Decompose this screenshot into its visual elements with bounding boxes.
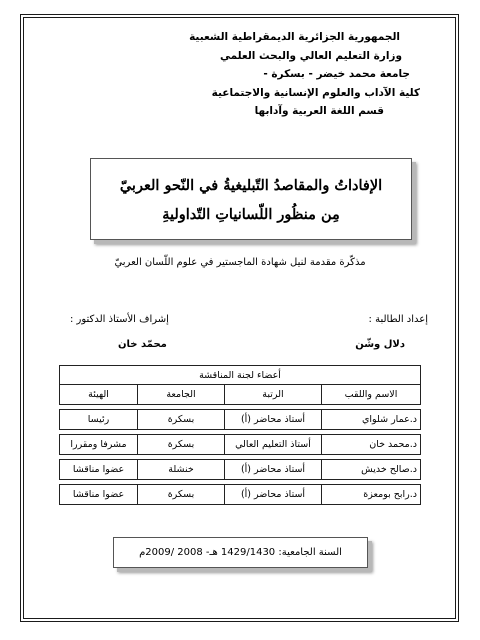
country-line: الجمهورية الجزائرية الديمقراطية الشعبية [189,31,400,43]
member-university: بسكرة [138,435,225,455]
thesis-title-box [90,158,412,240]
member-name: د.صالح خديش [322,460,421,480]
header-role: الهيئة [60,385,138,405]
member-rank: أستاذ محاضر (أ) [225,410,322,430]
member-role: عضوا مناقشا [60,485,138,505]
table-row [60,485,421,505]
member-university: خنشلة [138,460,225,480]
institution-header [40,28,420,121]
committee-caption: أعضاء لجنة المناقشة [60,366,421,385]
faculty-line: كلية الآداب والعلوم الإنسانية والاجتماعية [211,86,420,99]
member-rank: أستاذ محاضر (أ) [225,485,322,505]
table-row [60,435,421,455]
supervisor-name: محمّد خان [118,339,167,350]
table-row [60,460,421,480]
committee-table [59,365,421,505]
committee-caption-row [60,366,421,385]
member-name: د.محمد خان [322,435,421,455]
member-university: بسكرة [138,485,225,505]
thesis-title-line-2: مِن منظُور اللّسانياتِ التّداوليةِ [162,206,340,223]
student-name: دلال وشّن [355,339,405,350]
member-role: مشرفا ومقررا [60,435,138,455]
supervision-label: إشراف الأستاذ الدكتور : [70,314,169,325]
member-rank: أستاذ محاضر (أ) [225,460,322,480]
academic-year-box: السنة الجامعية: 1429/1430 هـ- 2008 /2009م [113,537,368,568]
committee-header-row [60,385,421,405]
prepared-by-label: إعداد الطالبة : [368,314,428,325]
header-university: الجامعة [138,385,225,405]
ministry-line: وزارة التعليم العالي والبحث العلمي [219,49,402,62]
member-name: د.رابح بومعزة [322,485,421,505]
degree-subtitle: مذكّرة مقدمة لنيل شهادة الماجستير في علوم اللّسان العربيّ [114,257,366,268]
header-rank: الرتبة [225,385,322,405]
table-row [60,410,421,430]
university-line: جامعة محمد خيضر - بسكرة - [263,68,410,80]
header-name: الاسم واللقب [322,385,421,405]
member-university: بسكرة [138,410,225,430]
member-role: رئيسا [60,410,138,430]
thesis-title-line-1: الإفاداتُ والمقاصدُ التّبليغيةُ في النّحو العربيّ [119,177,383,194]
member-role: عضوا مناقشا [60,460,138,480]
department-line: قسم اللغة العربية وآدابها [254,105,384,117]
member-name: د.عمار شلواي [322,410,421,430]
member-rank: أستاذ التعليم العالي [225,435,322,455]
